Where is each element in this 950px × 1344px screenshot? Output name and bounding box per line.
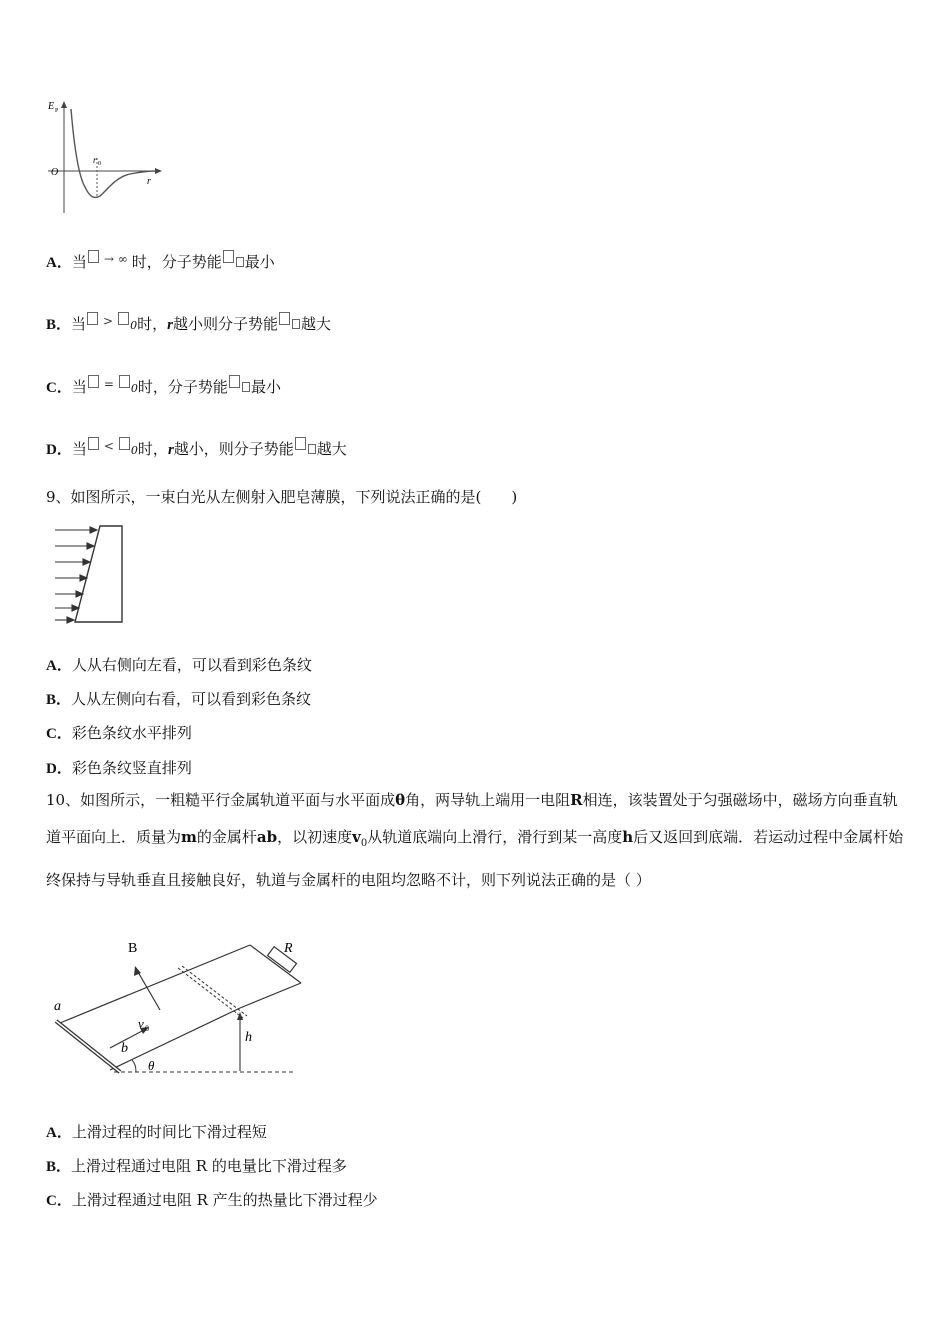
- option-letter: B．: [46, 317, 72, 333]
- subscript: 0: [130, 319, 138, 332]
- variable-theta: θ: [395, 791, 406, 809]
- final-position-dashed: [178, 968, 243, 1018]
- missing-glyph-icon: [118, 312, 129, 325]
- ep-curve: [71, 109, 156, 197]
- light-rays: [55, 527, 97, 623]
- missing-glyph-icon: [292, 319, 300, 329]
- option-text: 越小则分子势能: [172, 315, 278, 333]
- missing-glyph-icon: [229, 375, 240, 388]
- option-text: 当: [71, 378, 87, 396]
- label-theta: θ: [148, 1058, 155, 1073]
- option-text: 彩色条纹竖直排列: [71, 759, 192, 777]
- stem-text: ，以初速度: [277, 828, 353, 846]
- stem-text: 相连，该装置处于匀强磁场中，磁场方向垂直轨道平面向上．质量为: [46, 791, 898, 846]
- ep-label: E: [48, 101, 55, 112]
- math-operator: >: [103, 314, 114, 328]
- r0-label-sub: 0: [98, 161, 101, 167]
- option-letter: C．: [46, 380, 72, 396]
- missing-glyph-icon: [119, 437, 130, 450]
- math-operator: <: [103, 439, 114, 453]
- option-letter: A．: [46, 658, 72, 674]
- variable-r: r: [167, 442, 174, 458]
- variable-m: m: [181, 828, 197, 846]
- option-text: 时，: [137, 440, 168, 458]
- option-text: 人从左侧向右看，可以看到彩色条纹: [71, 690, 312, 708]
- option-letter: B．: [46, 692, 72, 708]
- label-v0: v: [138, 1016, 144, 1031]
- theta-arc: [132, 1060, 136, 1072]
- potential-energy-graph: [40, 95, 170, 220]
- missing-glyph-icon: [308, 444, 316, 454]
- q8-option-a: [46, 250, 275, 272]
- label-v0-sub: 0: [145, 1024, 149, 1033]
- ep-axis-arrow: [61, 101, 67, 108]
- height-arrow: [237, 1012, 243, 1020]
- q9-option-c: [46, 722, 192, 743]
- q9-option-d: [46, 757, 192, 778]
- option-text: 时，分子势能: [137, 378, 228, 396]
- option-text: 人从右侧向左看，可以看到彩色条纹: [71, 656, 312, 674]
- missing-glyph-icon: [295, 437, 306, 450]
- option-letter: A．: [46, 255, 72, 271]
- origin-label: O: [51, 167, 59, 178]
- soap-film-diagram: [52, 520, 132, 630]
- label-R: R: [284, 941, 293, 956]
- option-text: 上滑过程通过电阻 R 产生的热量比下滑过程少: [71, 1191, 378, 1209]
- option-text: 当: [71, 253, 87, 271]
- q9-stem: 9、如图所示，一束白光从左侧射入肥皂薄膜，下列说法正确的是( ): [46, 488, 518, 506]
- variable-h: h: [622, 828, 634, 846]
- stem-text: 角，两导轨上端用一电阻: [405, 791, 571, 809]
- missing-glyph-icon: [236, 257, 244, 267]
- option-text: 越大: [316, 440, 347, 458]
- r-axis-label: r: [147, 176, 151, 187]
- subscript: 0: [130, 444, 138, 457]
- metal-rod-inner: [56, 1021, 120, 1072]
- option-letter: D．: [46, 442, 72, 458]
- option-text: 当: [71, 315, 87, 333]
- variable-r: r: [167, 317, 173, 333]
- variable-R: R: [570, 791, 583, 809]
- subscript: 0: [130, 382, 138, 395]
- soap-film-wedge: [75, 526, 122, 622]
- option-text: 越小，则分子势能: [173, 440, 294, 458]
- label-h: h: [245, 1030, 252, 1045]
- variable-ab: ab: [256, 828, 278, 846]
- option-text: 时，分子势能: [131, 253, 222, 271]
- option-text: 彩色条纹水平排列: [71, 724, 192, 742]
- option-text: 最小: [250, 378, 281, 396]
- option-letter: A．: [46, 1125, 72, 1141]
- stem-text: 从轨道底端向上滑行，滑行到某一高度: [367, 828, 623, 846]
- label-b: b: [121, 1041, 128, 1056]
- q8-option-c: [46, 375, 281, 397]
- b-field-arrow: [138, 972, 160, 1010]
- final-position-dashed-2: [182, 966, 247, 1016]
- option-letter: C．: [46, 1193, 72, 1209]
- option-text: 越大: [300, 315, 331, 333]
- ep-label-sub: P: [55, 108, 59, 114]
- missing-glyph-icon: [88, 437, 99, 450]
- missing-glyph-icon: [119, 375, 130, 388]
- option-text: 时，: [137, 315, 168, 333]
- q10-option-a: [46, 1121, 267, 1142]
- option-text: 当: [71, 440, 87, 458]
- stem-text: 的金属杆: [196, 828, 257, 846]
- option-letter: B．: [46, 1159, 72, 1175]
- missing-glyph-icon: [279, 312, 290, 325]
- variable-v0: v: [352, 828, 361, 846]
- option-letter: D．: [46, 761, 72, 777]
- option-letter: C．: [46, 726, 72, 742]
- r0-label: r: [93, 155, 97, 165]
- q8-option-d: [46, 437, 347, 459]
- label-B: B: [128, 941, 138, 956]
- q9-option-b: [46, 688, 311, 709]
- stem-text: 后又返回到底端．若运动过程中金属杆始终保持与导轨垂直且接触良好，轨道与金属杆的电阻均忽略不计，则下列说法正确的是（ ）: [46, 828, 904, 889]
- q10-stem: [46, 782, 906, 899]
- missing-glyph-icon: [88, 375, 99, 388]
- subscript: 0: [360, 838, 368, 849]
- missing-glyph-icon: [242, 382, 250, 392]
- r-axis-arrow: [155, 168, 162, 174]
- missing-glyph-icon: [88, 250, 99, 263]
- rail-bottom: [110, 1008, 240, 1070]
- q9-option-a: [46, 654, 312, 675]
- rail-right-bottom: [240, 983, 301, 1008]
- option-text: 最小: [244, 253, 275, 271]
- rail-top: [60, 945, 250, 1023]
- inclined-rail-diagram: [48, 930, 308, 1080]
- stem-text: 10、如图所示，一粗糙平行金属轨道平面与水平面成: [46, 791, 396, 809]
- math-operator: → ∞: [103, 252, 128, 266]
- option-text: 上滑过程通过电阻 R 的电量比下滑过程多: [71, 1157, 347, 1175]
- option-text: 上滑过程的时间比下滑过程短: [71, 1123, 267, 1141]
- label-a: a: [54, 999, 61, 1014]
- missing-glyph-icon: [87, 312, 98, 325]
- q10-option-c: [46, 1189, 378, 1210]
- q10-option-b: [46, 1155, 347, 1176]
- missing-glyph-icon: [223, 250, 234, 263]
- math-operator: =: [103, 377, 114, 391]
- q8-option-b: [46, 312, 331, 334]
